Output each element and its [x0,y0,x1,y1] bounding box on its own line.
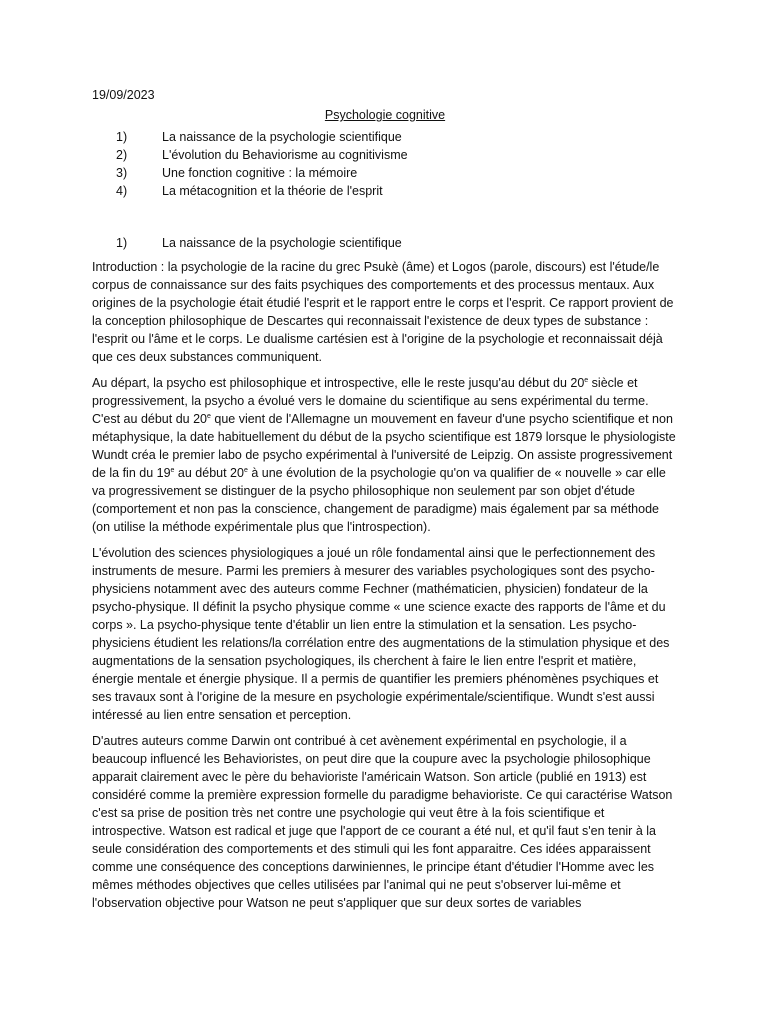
toc-number: 1) [116,130,128,144]
paragraph-sciences-physiologiques: L'évolution des sciences physiologiques a joué un rôle fondamental ainsi que le perfectionnement des instruments de mesure. Parmi les premiers à mesurer des variables psychologiques sont des psycho-physiciens notamment avec des auteurs comme Fechner (mathématicien, physicien) fondateur de la psycho-physique. Il définit la psycho physique comme « une science exacte des rapports de l'âme et du corps ». La psycho-physique tente d'établir un lien entre la stimulation et la sensation. Les psycho-physiciens étudient les relations/la corrélation entre des augmentations de la stimulation physique et des augmentations de la sensation psychologiques, ils cherchent à faire le lien entre l'esprit et matière, énergie mentale et énergie physique. Il a permis de quantifier les premiers phénomènes psychiques et ses travaux sont à l'origine de la mesure en psychologie expérimentale/scientifique. Wundt s'est aussi intéressé au lien entre sensation et perception. [92,546,670,722]
toc-number: 4) [116,184,128,198]
toc-label: La métacognition et la théorie de l'esprit [162,184,383,198]
toc-item [92,164,678,182]
section-number: 1) [116,236,128,250]
document-date: 19/09/2023 [92,88,155,102]
paragraph-depart: Au départ, la psycho est philosophique et introspective, elle le reste jusqu'au début du 20e siècle et progressivement, la psycho a évolué vers le domaine du scientifique au sens expérimental du terme. C'est au début du 20e que vient de l'Allemagne un mouvement en faveur d'une psycho scientifique et non métaphysique, la date habituellement du début de la psycho scientifique est 1879 lorsque le physiologiste Wundt créa le premier labo de psycho expérimental à l'université de Leipzig. On assiste progressivement de la fin du 19e au début 20e à une évolution de la psychologie qu'on va qualifier de « nouvelle » car elle va progressivement se distinguer de la psycho philosophique non seulement par son objet d'étude (comportement et non pas la conscience, changement de paradigme) mais également par sa méthode (on utilise la méthode expérimentale plus que l'introspection). [92,376,676,534]
toc-label: La naissance de la psychologie scientifique [162,130,402,144]
document-title: Psychologie cognitive [324,108,446,122]
toc-label: L'évolution du Behaviorisme au cognitivisme [162,148,408,162]
spacer [92,200,678,234]
table-of-contents [92,128,678,200]
section-title: La naissance de la psychologie scientifique [162,236,402,250]
toc-item [92,182,678,200]
toc-number: 2) [116,148,128,162]
toc-number: 3) [116,166,128,180]
body-text [92,258,678,912]
paragraph-darwin-watson: D'autres auteurs comme Darwin ont contribué à cet avènement expérimental en psychologie, il a beaucoup influencé les Behavioristes, on peut dire que la coupure avec la psychologie philosophique apparait clairement avec le père du behavioriste l'américain Watson. Son article (publié en 1913) est considéré comme la première expression formelle du paradigme behavioriste. Ce qui caractérise Watson c'est sa prise de position très net contre une psychologie qui veut être à la fois scientifique et introspective. Watson est radical et juge que l'apport de ce courant a été nul, et qu'il faut s'en tenir à la seule considération des comportements et des stimuli qui les font apparaitre. Ces idées apparaissent comme une conséquence des conceptions darwiniennes, le principe étant d'étudier l'Homme avec les mêmes méthodes objectives que celles utilisées par l'animal qui ne peut s'observer lui-même et l'observation objective pour Watson ne peut s'appliquer que sur deux sortes de variables [92,734,673,910]
paragraph-introduction: Introduction : la psychologie de la racine du grec Psukè (âme) et Logos (parole, discours) est l'étude/le corpus de connaissance sur des faits psychiques des comportements et des processus mentaux. Aux origines de la psychologie était étudié l'esprit et le rapport entre le corps et l'esprit. Ce rapport provient de la conception philosophique de Descartes qui reconnaissait l'existence de deux types de substance : l'esprit ou l'âme et le corps. Le dualisme cartésien est à l'origine de la psychologie et reconnaissait déjà que ces deux substances communiquent. [92,260,674,364]
toc-item [92,128,678,146]
section-heading [92,234,678,252]
toc-label: Une fonction cognitive : la mémoire [162,166,358,180]
toc-item [92,146,678,164]
